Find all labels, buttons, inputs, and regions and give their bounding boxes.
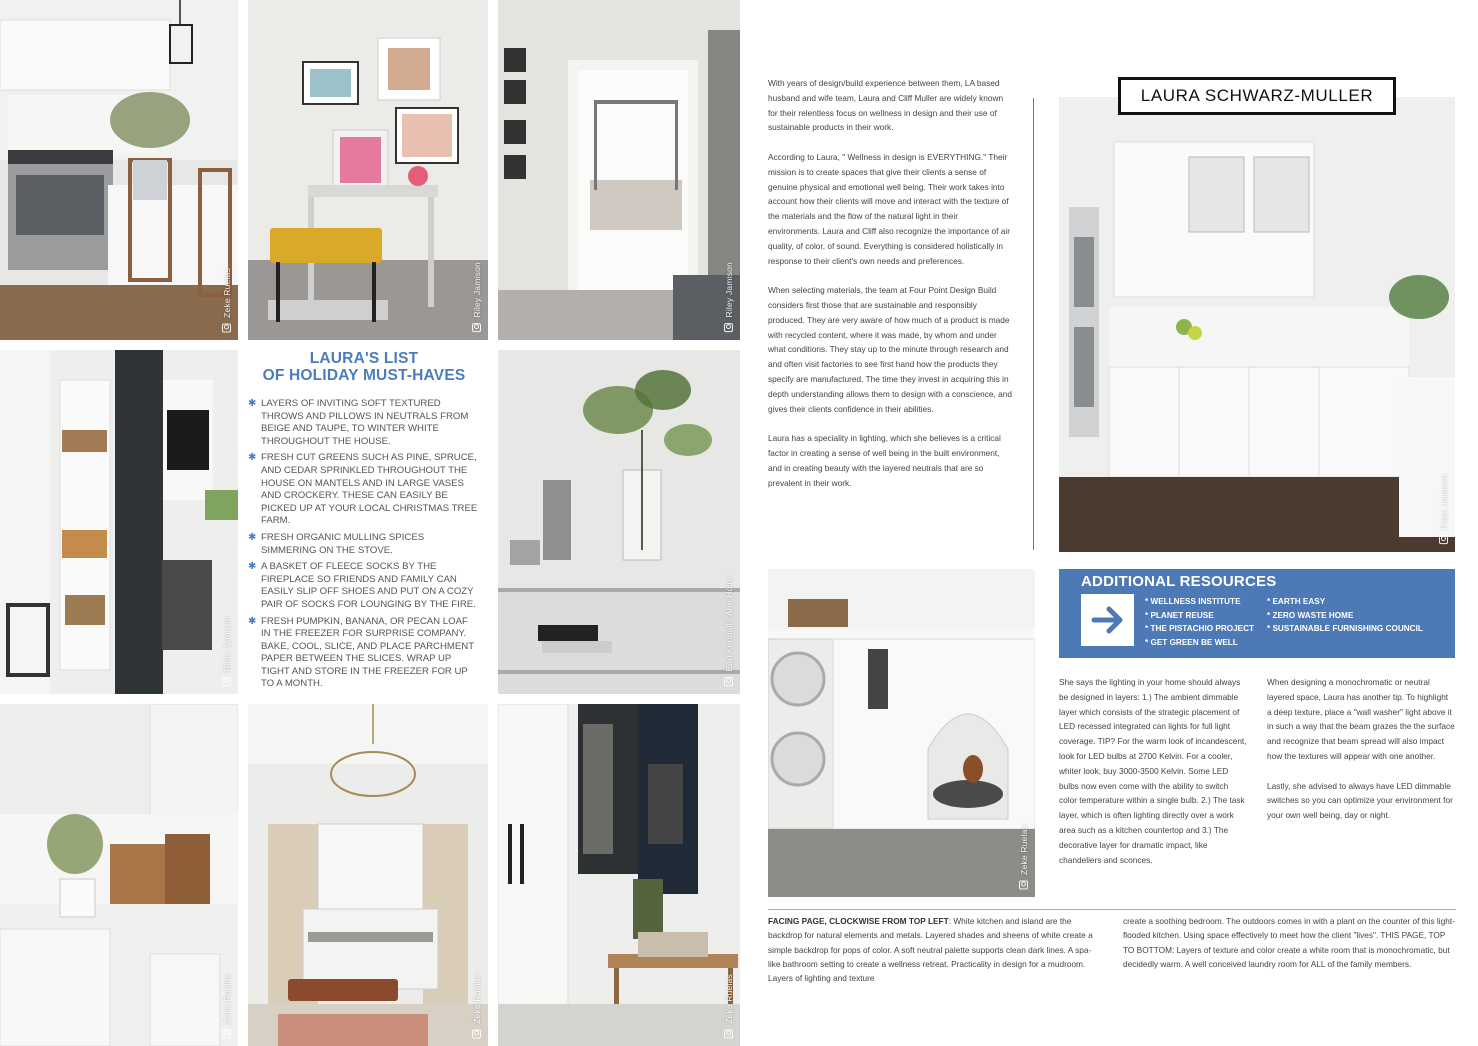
camera-icon [223,677,232,686]
camera-icon [223,323,232,332]
photo-credit: Riley Jamison [472,262,482,332]
intro-paragraph: When selecting materials, the team at Four Point Design Build considers first those that are sustainable and responsibly produced. They are very aware of how much of a product is made with recycled content, where it was made, by whom and under what conditions. They stay up to the minute through research and and often visit factories to see first hand how the products they specify are manufactured. The time they invest in acquiring this in depth understanding allows them to design with a conscience, and gives their clients confidence in their abilities. [768,285,1012,414]
lighting-paragraph: When designing a monochromatic or neutral layered space, Laura has another tip. To highlight a deep texture, place a "wall washer" light above it in such a way that the beam grazes the the surface and recognize that beam spread will also impact how the textures will appear with one another. [1267,677,1455,761]
photo-bedroom [248,704,488,1046]
column-divider [1033,98,1034,550]
list-title-line1: LAURA'S LIST [309,350,419,367]
camera-icon [223,1029,232,1038]
arrow-right-icon [1081,594,1134,646]
intro-paragraph: According to Laura, " Wellness in design is EVERYTHING." Their mission is to create spaces that give their clients a sense of genuine physical and emotional well being. Their work takes into account how their clients will move and interact with the texture of the materials and the flow of the natural light in their environments. Laura and Cliff also recognize the importance of air quality, of color, of sound. Everything is considered holistically in response to their client's own needs and preferences. [768,151,1010,266]
camera-icon [473,323,482,332]
lighting-column-2 [1267,675,1455,838]
photo-credit: Zeke Ruelas [472,974,482,1038]
camera-icon [1440,535,1449,544]
camera-icon [725,323,734,332]
camera-icon [725,1029,734,1038]
lighting-paragraph: She says the lighting in your home should always be designed in layers: 1.) The ambient dimmable layer which consists of the strategic placement of LED recessed integrated can lights for full light coverage. TIP? For the warm look of incandescent, look for LED bulbs at 2700 Kelvin. For a cooler, whiter look, buy 3000-3500 Kelvin. Some LED bulbs now even come with the ability to switch color temperature within a single bulb. 2.) The task layer, which is often lighting directly over a work area such as a kitchen countertop and 3.) The decorative layer for dramatic impact, like chandeliers and sconces. [1059,677,1247,865]
photo-desk [248,0,488,340]
snowflake-icon: ✱ [248,561,257,573]
resource-item: * THE PISTACHIO PROJECT [1145,624,1255,634]
resources-list-1 [1145,595,1254,649]
snowflake-icon: ✱ [248,531,257,543]
list-item: ✱ FRESH PUMPKIN, BANANA, OR PECAN LOAF IN THE FREEZER FOR SURPRISE COMPANY. BAKE, COOL, SLICE, AND PLACE PARCHMENT PAPER BETWEEN THE SLICES. WRAP UP TIGHT AND STORE IN THE FREEZER FOR UP TO A MONTH. [248,615,474,690]
caption-divider [768,909,1456,910]
photo-mudroom [498,704,740,1046]
snowflake-icon: ✱ [248,398,257,409]
holiday-must-haves [248,350,480,694]
resources-list-2 [1267,595,1423,636]
photo-credit: Riley Jamison [222,616,232,686]
photo-caption-2: create a soothing bedroom. The outdoors comes in with a plant on the counter of this light-flooded kitchen. Using space effectively to meet how the client "lives". THIS PAGE, TOP TO BOTTOM: Layers of texture and color create a white room that is monochromatic, but decidedly warm. A well conceived laundry room for ALL of the family members. [1123,916,1455,969]
list-title [248,350,480,384]
list-item: ✱ FRESH CUT GREENS SUCH AS PINE, SPRUCE, AND CEDAR SPRINKLED THROUGHOUT THE HOUSE ON MANTELS AND IN LARGE VASES AND CROCKERY. THESE CAN EASILY BE PICKED UP AT YOUR LOCAL CHRISTMAS TREE FARM. [248,452,478,527]
photo-bar-cart [498,350,740,694]
resource-item: * PLANET REUSE [1145,610,1214,620]
resource-item: * SUSTAINABLE FURNISHING COUNCIL [1267,624,1423,634]
resource-item: * EARTH EASY [1267,597,1326,606]
photo-credit: Zeke Ruelas [1019,825,1029,889]
photo-credit: Riley Jamison [724,262,734,332]
photo-credit: Zeke Ruelas [724,974,734,1038]
list-item: ✱ A BASKET OF FLEECE SOCKS BY THE FIREPLACE SO FRIENDS AND FAMILY CAN EASILY SLIP OFF SHOES AND PUT ON A COZY PAIR OF SOCKS FOR LOUNGING BY THE FIRE. [248,561,476,610]
resource-item: * WELLNESS INSTITUTE [1145,597,1241,606]
intro-column [768,76,1012,505]
photo-caption-1: FACING PAGE, CLOCKWISE FROM TOP LEFT: White kitchen and island are the backdrop for natural elements and metals. Layered shades and sheens of white create a simple backdrop for pops of color. A soft neutral palette supports clean dark lines. A spa-like bathroom setting to create a wellness retreat. Practicality in design for a mudroom. Layers of lighting and texture [768,916,1093,984]
snowflake-icon: ✱ [248,615,257,627]
intro-paragraph: With years of design/build experience between them, LA based husband and wife team, Laura and Cliff Muller are widely known for their relentless focus on wellness in design and their use of sustainable products in their work. [768,78,1004,133]
photo-credit: Zeke Ruelas [222,268,232,332]
photo-credit: Zeke Ruelas [222,974,232,1038]
camera-icon [1020,880,1029,889]
photo-laundry-room [768,569,1035,897]
photo-bedroom-doorway [498,0,740,340]
intro-paragraph: Laura has a speciality in lighting, which she believes is a critical factor in creating a sense of well being in the built environment, and in creating beauty with the layered neutrals that are so prevalent in their work. [768,433,1001,488]
additional-resources-box [1059,569,1455,658]
caption-lead: FACING PAGE, CLOCKWISE FROM TOP LEFT [768,916,949,926]
holiday-list [248,398,480,691]
lighting-paragraph: Lastly, she advised to always have LED dimmable switches so you can optimize your environment for your own well being, day or night. [1267,780,1453,821]
photo-kitchen-island [0,0,238,340]
list-item: ✱ FRESH ORGANIC MULLING SPICES SIMMERING ON THE STOVE. [248,531,425,556]
list-item: ✱ LAYERS OF INVITING SOFT TEXTURED THROWS AND PILLOWS IN NEUTRALS FROM BEIGE AND TAUPE, TO WINTER WHITE THROUGHOUT THE HOUSE. [248,398,469,447]
photo-credit: Riley Jamison [1439,474,1449,544]
resource-item: * GET GREEN BE WELL [1145,637,1238,647]
photo-shelving [0,350,238,694]
photo-credit: Earl Kendall / Abe Holte [724,577,734,686]
camera-icon [725,677,734,686]
photo-kitchen-sink [0,704,238,1046]
camera-icon [473,1029,482,1038]
photo-white-kitchen [1059,97,1455,552]
resource-item: * ZERO WASTE HOME [1267,610,1354,620]
lighting-column-1 [1059,675,1247,882]
list-title-line2: OF HOLIDAY MUST-HAVES [262,367,466,384]
resources-title: ADDITIONAL RESOURCES [1081,573,1277,590]
feature-name-title: LAURA SCHWARZ-MULLER [1118,77,1396,115]
snowflake-icon: ✱ [248,452,257,464]
